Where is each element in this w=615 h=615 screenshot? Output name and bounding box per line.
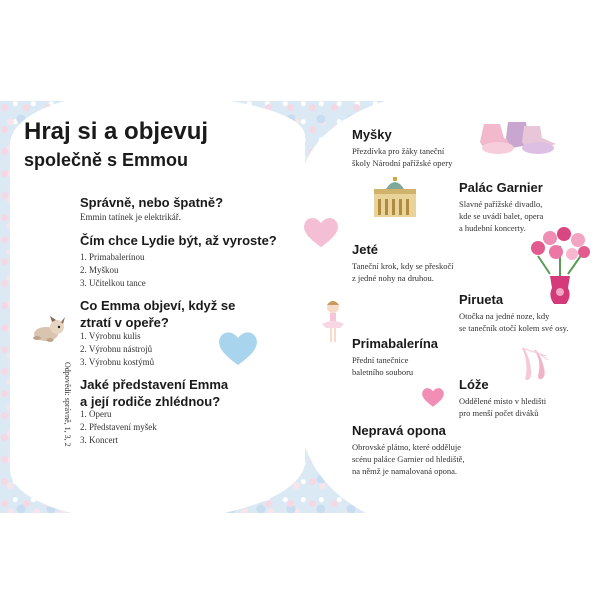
definition-loze: Oddělené místo v hledišti pro menší počet diváků [459,396,547,418]
option: 1. Primabalerínou [80,252,145,262]
term-palac-garnier: Palác Garnier [459,180,543,195]
option: 1. Výrobnu kulis [80,331,141,341]
term-pirueta: Pirueta [459,292,504,307]
option: 2. Představení myšek [80,422,157,432]
term-jete: Jeté [352,242,379,257]
option: 3. Učitelkou tance [80,278,146,288]
option: 2. Výrobnu nástrojů [80,344,153,354]
definition-palac-garnier: Slavné pařížské divadlo, kde se uvádí balet, opera a hudební koncerty. [459,199,544,233]
answer-1: Emmin tatínek je elektrikář. [80,212,181,222]
option: 3. Koncert [80,435,118,445]
term-primabalerina: Primabalerína [352,336,438,351]
heart-icon [421,386,445,408]
answers-note: Odpovědi: správně, 1, 3, 2 [63,362,72,447]
flower-vase-icon [528,226,592,306]
term-mysky: Myšky [352,127,392,142]
ballet-shoes-icon [518,346,550,382]
question-4: Jaké představení Emma a její rodiče zhlédnou? [80,377,229,409]
heart-icon [302,215,340,249]
option: 2. Myškou [80,265,119,275]
option: 1. Operu [80,409,112,419]
dog-icon [28,316,66,344]
heart-icon [217,329,259,367]
definition-primabalerina: Přední tanečnice baletního souboru [352,355,414,377]
definition-pirueta: Otočka na jedné noze, kdy se tanečník otočí kolem své osy. [459,311,569,333]
page-title-line2: společně s Emmou [24,150,189,170]
term-neprava-opona: Nepravá opona [352,423,446,438]
opera-house-icon [372,175,418,219]
definition-mysky: Přezdívka pro žáky taneční školy Národní pařížské opery [352,146,453,168]
option: 3. Výrobnu kostýmů [80,357,155,367]
question-3: Co Emma objeví, když se ztratí v opeře? [80,298,236,330]
options-3 [80,330,154,369]
term-loze: Lóže [459,377,489,392]
ballerina-icon [320,298,346,344]
question-1: Správně, nebo špatně? [80,195,224,210]
definition-jete: Taneční krok, kdy se přeskočí z jedné nohy na druhou. [352,261,454,283]
question-2: Čím chce Lydie být, až vyroste? [80,233,277,248]
options-4 [80,408,157,447]
options-2 [80,251,146,290]
page-title-line1: Hraj si a objevuj [24,118,209,145]
definition-neprava-opona: Obrovské plátno, které odděluje scénu paláce Garnier od hlediště, na němž je namalovaná opona. [352,442,465,476]
tutu-icon [478,118,558,162]
